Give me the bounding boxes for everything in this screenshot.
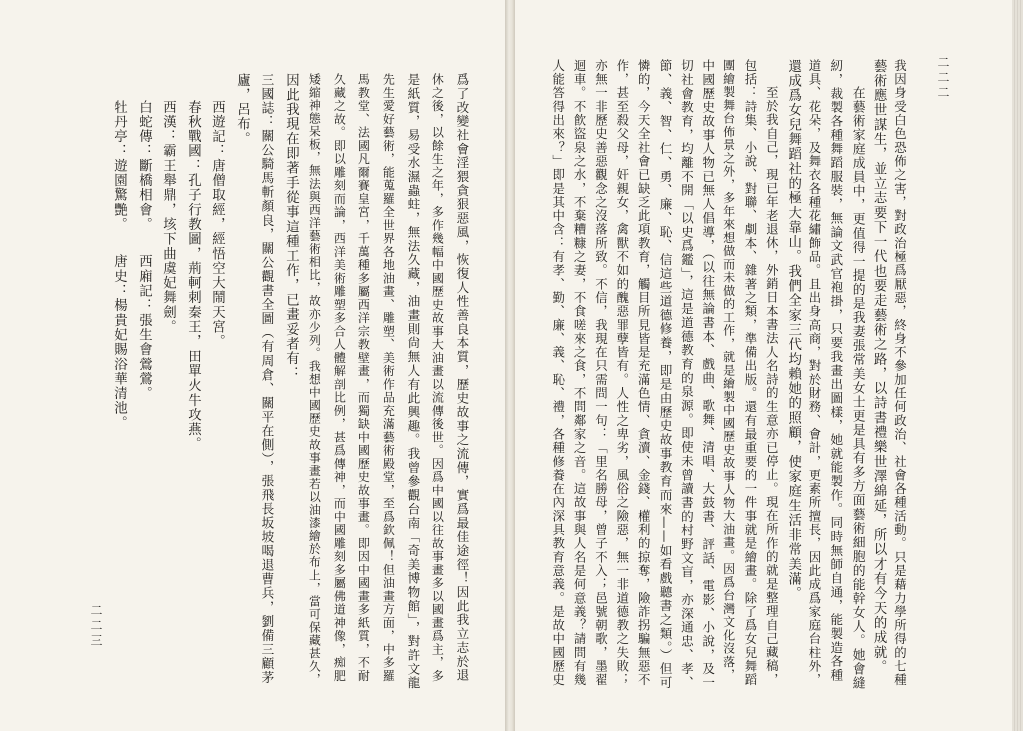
left-text-column: 廬，呂布。 [234, 73, 250, 147]
right-text-column: 包括：詩集、小說、對聯、劇本、雜著之類，準備出版。還有最重要的一件事就是繪畫。除了爲女兒舞蹈 [742, 59, 758, 687]
book-gutter [505, 0, 515, 731]
left-text-column: 春秋戰國：孔子行教圖，荊軻刺秦王，田單火牛攻燕。 [185, 100, 201, 452]
left-text-column: 矮縮神態呆板，無法與西洋藝術相比，故亦少列。我想中國歷史故事畫若以油漆繪於布上，當可保藏甚久， [307, 73, 322, 687]
right-text-column: 還成爲女兒舞蹈社的極大靠山。我們全家三代均賴她的照顧，使家庭生活非常美滿。 [785, 59, 801, 602]
right-text-column: 中國歷史故事人物已無人倡導，（以往無論書本、戲曲、歌舞、清唱、大鼓書、評話、電影、小說，及一 [700, 59, 716, 690]
right-text-column: 藝術應世謀生，並立志要下一代也要走藝術之路，以詩書禮樂世澤綿延，所以才有今天的成就。 [871, 59, 887, 675]
left-text-column: 久藏之故。即以雕刻而論，西洋美術雕塑多合人體解剖比例，甚爲傳神，而中國雕刻多屬佛道神像，痴肥 [332, 73, 347, 683]
left-text-column: 白蛇傳：斷橋相會。 西廂記：張生會鶯鶯。 [136, 100, 152, 401]
left-text-column: 先生愛好藝術，能蒐羅全世界各地油畫、雕塑、美術作品充滿藝術殿堂，至爲欽佩！但油畫方面，中多羅 [381, 73, 396, 683]
right-text-column: 至於我自己，現已年老退休，外銷日本書法人名詩的生意亦已停止。現在所作的就是整理自己藏稿， [764, 86, 780, 687]
right-text-column: 團繪製舞台佈景之外，多年來想做而未做的工作，就是繪製中國歷史故事人物大油畫。因爲台灣文化沒落， [721, 59, 736, 682]
right-text-column: 紉，裁製各種舞蹈服裝，無論文武官袍掛，只要我畫出圖樣，她就能製作。同時無師自通，能製造各種 [828, 59, 844, 683]
left-text-column: 牡丹亭：遊園驚艷。 唐史：楊貴妃賜浴華清池。 [111, 100, 127, 431]
left-text-column: 馬教堂、法國凡爾賽皇宮，千萬種多屬西洋宗教壁畫，而獨缺中國歷史故事畫。即因中國畫多紙質，不耐 [356, 73, 371, 683]
page-edges [1012, 0, 1023, 731]
right-text-column: 道具、花朵，及舞衣各種花繡飾品。且出身高商，對於財務、會計，更素所擅長，因此成爲家庭台柱外， [806, 59, 822, 687]
left-page-number: 二二三 [89, 604, 103, 649]
right-text-column: 憐的，今天全社會已缺乏此項教育，觸目所見皆是充滿色情、貪瀆、金錢、權利的掠奪，險詐拐騙無惡不 [636, 59, 652, 687]
left-text-column: 是紙質，易受水濕蟲蛀，無法久藏，油畫則尙無人有此興趣。我曾參觀台南「奇美博物館」，對許文龍 [405, 73, 421, 690]
left-text-column: 西漢：霸王舉鼎，垓下曲虞妃舞劍。 [160, 100, 176, 335]
right-text-column: 迴車。不飮盜泉之水，不棄糟糠之妻，不食嗟來之食，不問鄰家之音。這故事與人名是何意義？請問有幾 [572, 59, 588, 687]
right-page-number: 二二二 [936, 56, 950, 101]
right-text-column: 我因身受白色恐佈之害，對政治極爲厭惡，終身不參加任何政治、社會各種活動。只是藉力學所得的七種 [892, 59, 908, 687]
right-text-column: 在藝術家庭成員中，更值得一提的是我妻張常美女士更是具有多方面藝術細胞的能幹女人。她會縫 [849, 86, 865, 691]
right-text-column: 亦無一非歷史善惡觀念之沒落所致。不信，我現在只需問一句：「里名勝母，曾子不入；邑號朝歌，墨翟 [593, 59, 609, 687]
left-text-column: 因此我現在即著手從事這種工作，已畫妥者有： [283, 73, 299, 381]
left-text-column: 西遊記：唐僧取經，經悟空大鬧天宮。 [209, 100, 225, 350]
left-text-column: 爲了改變社會淫猥貪狠惡風，恢復人性善良本質，歷史故事之流傳，實爲最佳途徑！因此我立志於退 [454, 73, 470, 683]
left-text-column: 休之後，以餘生之年，多作幾幅中國歷史故事大油畫以流傳後世。因爲中國以往故事畫多以國畫爲主，多 [430, 73, 445, 683]
right-text-column: 人能答得出來？」即是其中含：有孝、勤、廉、義、恥、禮，各種修養在內深具教育意義。是故中國歷史 [550, 59, 566, 687]
left-text-column: 三國誌：關公騎馬斬顏良，關公觀書全圖（有周倉、關平在側），張飛長坂坡喝退曹兵，劉備三顧茅 [258, 73, 274, 685]
right-text-column: 切社會教育，均離不開「以史爲鑑」，這是道德教育的泉源。即使未曾讀書的村野文盲，亦深通忠、孝、 [678, 59, 694, 690]
right-text-column: 節、義、智、仁、勇、廉、恥、信這些道德修養，即是由歷史故事教育而來——如看戲聽書之類。）但可 [657, 59, 673, 690]
right-text-column: 作，甚至殺父母，奸親女，禽獸不如的醜惡罪孽皆有。人性之卑劣，風俗之險惡，無一非道德教之失敗； [614, 59, 630, 687]
